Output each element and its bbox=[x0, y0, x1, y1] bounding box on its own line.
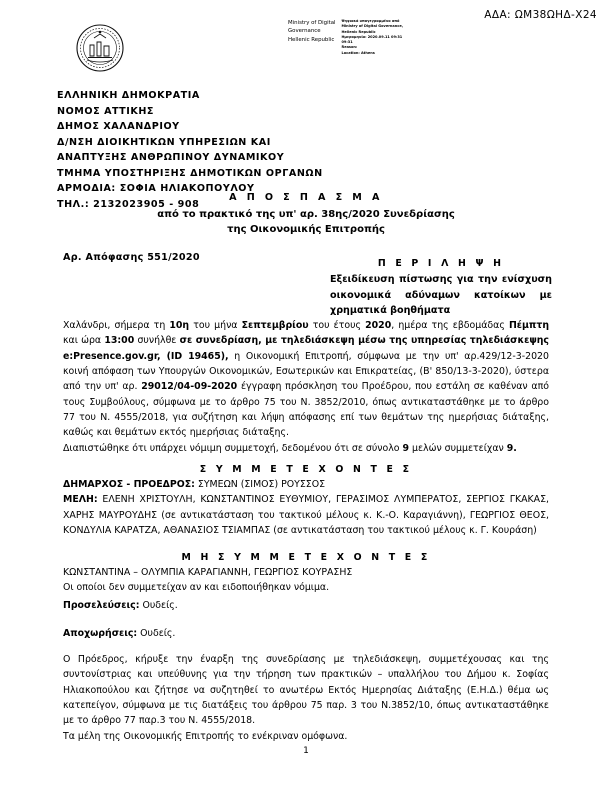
closing-paragraph-1: Ο Πρόεδρος, κήρυξε την έναρξη της συνεδρίασης με τηλεδιάσκεψη, συμμετέχουσας και της συντονίστριας και υπεύθυνης για την τήρηση των πρακτικών – υπαλλήλου του Δήμου κ. Σοφίας Ηλιακοπούλου και ζήτησε να συζητηθεί το ανωτέρω Εκτός Ημερησίας Διάταξης (Ε.Η.Δ.) θέμα ως κατεπείγον, σύμφωνα με τις διατάξεις του άρθρου 75 παρ. 3 του Ν.3852/10, όπως αντικαταστάθηκε με το άρθρο 77 παρ.3 του Ν. 4555/2018. bbox=[63, 654, 549, 727]
participants-heading: Σ Υ Μ Μ Ε Τ Ε Χ Ο Ν Τ Ε Σ bbox=[199, 464, 413, 475]
body-date-day: 10η bbox=[169, 320, 190, 331]
signature-detail-line1: Ψηφιακά υπογεγραμμένο από bbox=[341, 19, 400, 23]
body-seg-4: , ημέρα της εβδομάδας bbox=[391, 320, 509, 331]
decision-number: Αρ. Απόφασης 551/2020 bbox=[63, 252, 200, 263]
nonparticipants-heading: Μ Η Σ Υ Μ Μ Ε Τ Ε Χ Ο Ν Τ Ε Σ bbox=[181, 552, 431, 563]
signature-ministry-text bbox=[288, 19, 336, 44]
arrivals-label: Προσελεύσεις: bbox=[63, 600, 140, 611]
page-title: Α Π Ο Σ Π Α Σ Μ Α bbox=[229, 192, 383, 203]
body-text bbox=[63, 318, 549, 456]
authority-line-prefecture: ΝΟΜΟΣ ΑΤΤΙΚΗΣ bbox=[57, 105, 155, 117]
body-seg-8: έγγραφη πρόσκληση του Προέδρου, που εστάλη σε καθέναν από τους Συμβούλους, σύμφωνα με το άρθρο 75 του Ν. 3852/2010, όπως αντικαταστάθηκε με το άρθρο 77 του Ν. 4555/2018, για συζήτηση και λήψη απόφασης επί των θεμάτων της ημερήσιας διάταξης, καθώς και θεμάτων εκτός ημερήσιας διάταξης. bbox=[63, 381, 549, 439]
body-date-year: 2020 bbox=[365, 320, 392, 331]
signature-ministry-line1: Ministry of Digital bbox=[288, 20, 336, 26]
participants-members-row bbox=[63, 492, 549, 538]
signature-detail-line5: 09:31 bbox=[341, 40, 353, 44]
arrivals-row bbox=[63, 598, 178, 613]
signature-ministry-line2: Governance bbox=[288, 28, 321, 35]
closing-section bbox=[63, 652, 549, 744]
body-seg-3: του έτους bbox=[308, 320, 366, 331]
participants-mayor-label: ΔΗΜΑΡΧΟΣ - ΠΡΟΕΔΡΟΣ: bbox=[63, 479, 195, 491]
body-paragraph-quorum bbox=[63, 441, 549, 456]
body-teleconference-info: σε συνεδρίαση, με τηλεδιάσκεψη μέσω της υπηρεσίας τηλεδιάσκεψης e:Presence.gov.gr, (ID 19465), bbox=[63, 335, 549, 362]
nonparticipants-note: Οι οποίοι δεν συμμετείχαν αν και ειδοποιήθηκαν νόμιμα. bbox=[63, 582, 330, 594]
body-paragraph-convocation bbox=[63, 318, 549, 441]
body-invitation-protocol: 29012/04-09-2020 bbox=[141, 381, 238, 393]
signature-ministry-line3: Hellenic Republic bbox=[288, 36, 335, 43]
document-title-block bbox=[0, 192, 612, 237]
body-seg-2: του μήνα bbox=[189, 320, 242, 331]
signature-detail-line3: Hellenic Republic bbox=[341, 29, 376, 34]
authority-line-telephone: ΤΗΛ.: 2132023905 - 908 bbox=[57, 198, 200, 210]
summary-heading: Π Ε Ρ Ι Λ Η Ψ Η bbox=[377, 258, 505, 269]
authority-line-department: ΤΜΗΜΑ ΥΠΟΣΤΗΡΙΞΗΣ ΔΗΜΟΤΙΚΩΝ ΟΡΓΑΝΩΝ bbox=[57, 167, 323, 179]
quorum-present-members: 9. bbox=[506, 442, 517, 454]
title-subline-1: από το πρακτικό της υπ' αρ. 38ης/2020 Συνεδρίασης bbox=[157, 209, 455, 220]
participants-mayor-row bbox=[63, 477, 549, 492]
page-number: 1 bbox=[303, 746, 309, 756]
signature-detail-line7: Reason: bbox=[341, 45, 358, 50]
body-seg-6: συνήλθε bbox=[134, 335, 180, 347]
signature-detail-line4: Ημερομηνία: 2020.09.11 09:31 bbox=[341, 34, 403, 39]
arrivals-value: Ουδείς. bbox=[139, 600, 178, 611]
municipality-seal-icon bbox=[74, 22, 126, 74]
signature-detail-text bbox=[342, 19, 404, 56]
ada-code: ΑΔΑ: ΩΜ38ΩΗΔ-Χ24 bbox=[484, 9, 597, 21]
body-date-month: Σεπτεμβρίου bbox=[241, 320, 309, 331]
body-weekday: Πέμπτη bbox=[508, 320, 549, 331]
participants-members-label: ΜΕΛΗ: bbox=[63, 494, 98, 506]
departures-value: Ουδείς. bbox=[137, 628, 176, 639]
body-seg-7: η Οικονομική Επιτροπή, σύμφωνα με την υπ' αρ.429/12-3-2020 κοινή απόφαση των Υπουργών Οικονομικών, Εσωτερικών και Επικρατείας, (Β' 850/13-3-2020), ύστερα από την υπ' αρ. bbox=[63, 350, 549, 393]
body-seg-1: Χαλάνδρι, σήμερα τη bbox=[63, 320, 170, 331]
signature-detail-line2: Ministry of Digital Governance, bbox=[341, 24, 404, 29]
participants-mayor-name: ΣΥΜΕΩΝ (ΣΙΜΟΣ) ΡΟΥΣΣΟΣ bbox=[194, 479, 326, 491]
departures-label: Αποχωρήσεις: bbox=[63, 628, 138, 639]
quorum-seg-2: μελών συμμετείχαν bbox=[409, 442, 507, 454]
participants-members-names: ΕΛΕΝΗ ΧΡΙΣΤΟΥΛΗ, ΚΩΝΣΤΑΝΤΙΝΟΣ ΕΥΘΥΜΙΟΥ, ΓΕΡΑΣΙΜΟΣ ΛΥΜΠΕΡΑΤΟΣ, ΣΕΡΓΙΟΣ ΓΚΑΚΑΣ, ΧΑΡΗΣ ΜΑΥΡΟΥΔΗΣ (σε αντικατάσταση του τακτικού μέλους κ. Κ.-Ο. Καραγιάννη), ΓΕΩΡΓΙΟΣ ΘΕΟΣ, ΚΟΝΔΥΛΙΑ ΚΑΡΑΤΖΑ, ΑΘΑΝΑΣΙΟΣ ΤΣΙΑΜΠΑΣ (σε αντικατάσταση του τακτικού μέλους κ. Γ. Κουράση) bbox=[63, 494, 549, 536]
authority-line-municipality: ΔΗΜΟΣ ΧΑΛΑΝΔΡΙΟΥ bbox=[57, 121, 180, 133]
nonparticipants-section bbox=[63, 550, 549, 596]
authority-line-republic: ΕΛΛΗΝΙΚΗ ΔΗΜΟΚΡΑΤΙΑ bbox=[57, 90, 200, 101]
title-subline-2: της Οικονομικής Επιτροπής bbox=[227, 224, 385, 235]
authority-line-directorate: Δ/ΝΣΗ ΔΙΟΙΚΗΤΙΚΩΝ ΥΠΗΡΕΣΙΩΝ ΚΑΙ bbox=[57, 136, 271, 148]
summary-text: Εξειδίκευση πίστωσης για την ενίσχυση οικονομικά αδύναμων κατοίκων με χρηματικά βοηθήματα bbox=[330, 274, 552, 317]
departures-row bbox=[63, 626, 175, 641]
body-seg-5: και ώρα bbox=[63, 335, 105, 347]
body-time: 13:00 bbox=[104, 335, 135, 347]
signature-detail-line8: Location: Athens bbox=[341, 50, 375, 55]
summary-block bbox=[330, 258, 552, 319]
quorum-total-members: 9 bbox=[402, 442, 410, 454]
quorum-seg-1: Διαπιστώθηκε ότι υπάρχει νόμιμη συμμετοχή, δεδομένου ότι σε σύνολο bbox=[63, 442, 403, 454]
authority-line-responsible: ΑΡΜΟΔΙΑ: ΣΟΦΙΑ ΗΛΙΑΚΟΠΟΥΛΟΥ bbox=[57, 183, 255, 195]
nonparticipants-names: ΚΩΝΣΤΑΝΤΙΝΑ – ΟΛΥΜΠΙΑ ΚΑΡΑΓΙΑΝΝΗ, ΓΕΩΡΓΙΟΣ ΚΟΥΡΑΣΗΣ bbox=[63, 567, 353, 579]
digital-signature-stamp bbox=[288, 19, 403, 56]
participants-section bbox=[63, 462, 549, 538]
authority-line-development: ΑΝΑΠΤΥΞΗΣ ΑΝΘΡΩΠΙΝΟΥ ΔΥΝΑΜΙΚΟΥ bbox=[57, 152, 285, 164]
closing-paragraph-2: Τα μέλη της Οικονομικής Επιτροπής το ενέκριναν ομόφωνα. bbox=[63, 730, 348, 742]
